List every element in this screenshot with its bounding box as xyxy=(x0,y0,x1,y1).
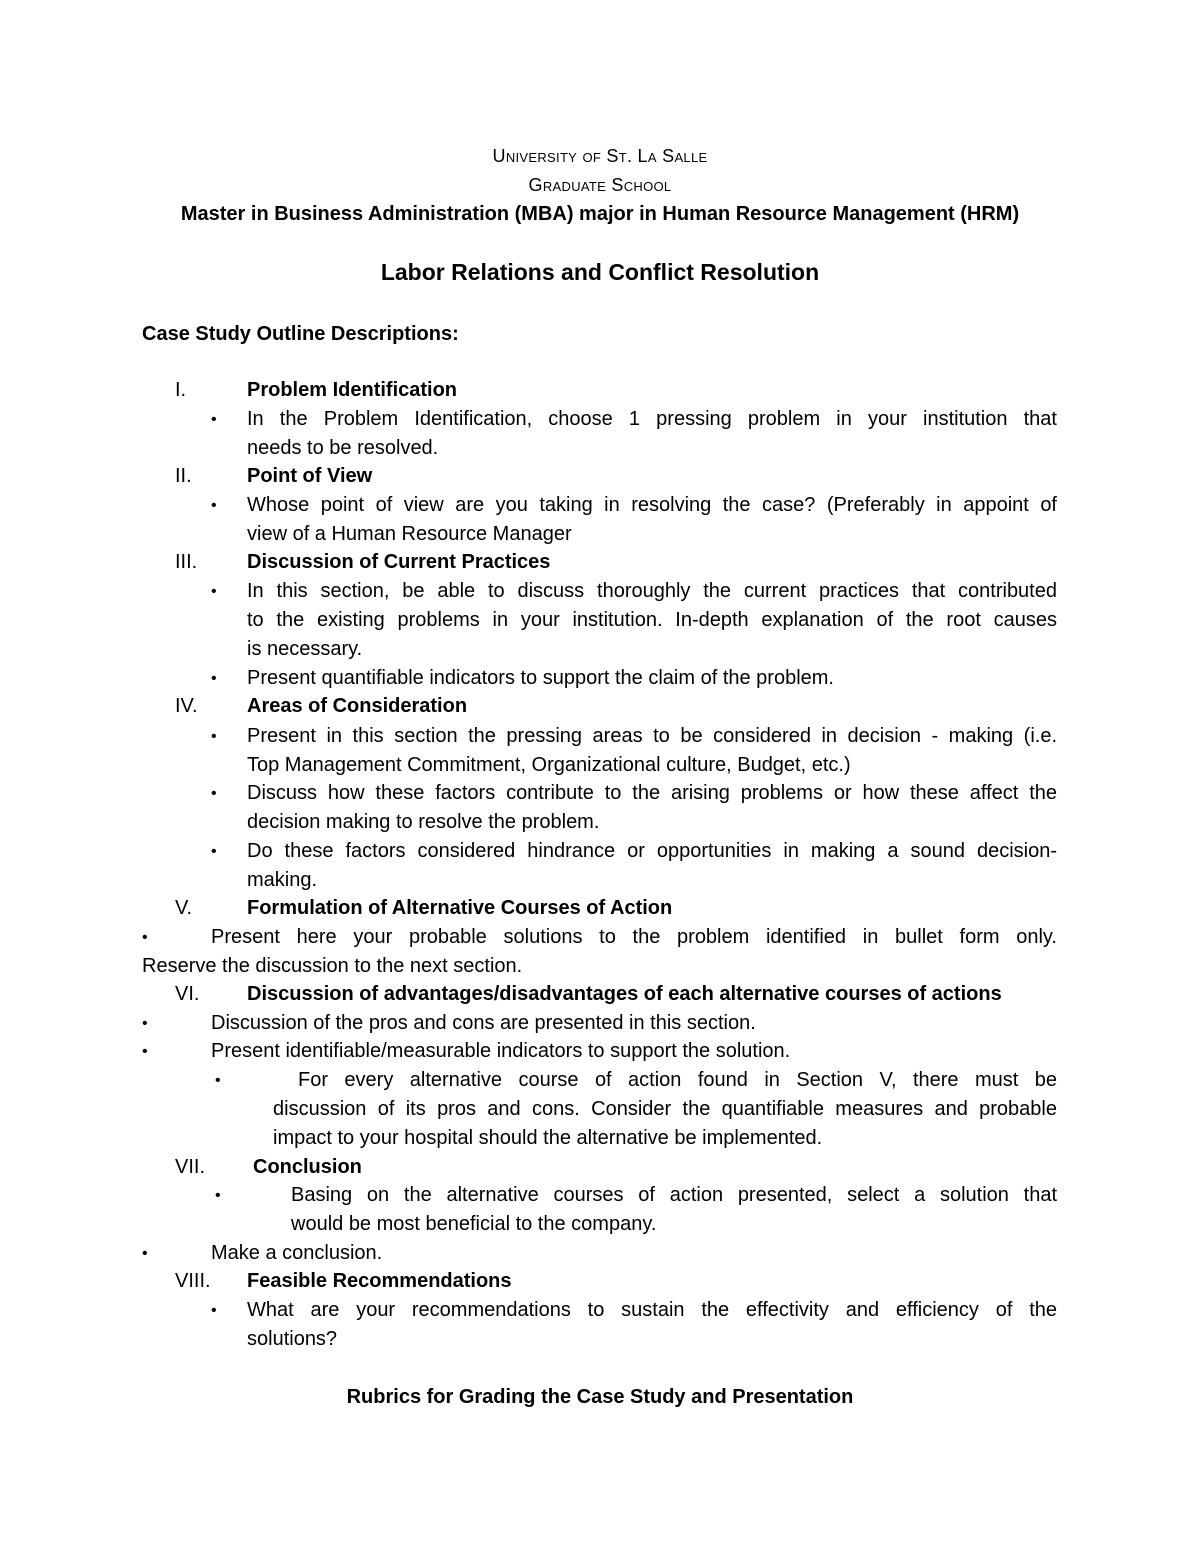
school-name: Graduate School xyxy=(528,175,672,195)
bullet-text: In the Problem Identification, choose 1 pressing problem in your institution that xyxy=(247,408,1057,430)
section-numeral: IV. xyxy=(175,695,198,717)
bullet-text: Make a conclusion. xyxy=(211,1242,383,1264)
bullet-text: view of a Human Resource Manager xyxy=(247,523,572,545)
bullet-text: impact to your hospital should the alternative be implemented. xyxy=(273,1127,823,1149)
bullet-text: For every alternative course of action found in Section V, there must be xyxy=(298,1069,1057,1091)
section-title: Formulation of Alternative Courses of Action xyxy=(247,897,673,919)
section-title: Point of View xyxy=(247,465,373,487)
bullet-text: to the existing problems in your institution. In-depth explanation of the root causes xyxy=(247,609,1057,631)
bullet-text: What are your recommendations to sustain the effectivity and efficiency of the xyxy=(247,1299,1057,1321)
bullet-icon: • xyxy=(215,1072,221,1089)
outline-heading: Case Study Outline Descriptions: xyxy=(142,323,459,345)
bullet-text: discussion of its pros and cons. Consider the quantifiable measures and probable xyxy=(273,1098,1057,1120)
bullet-text: needs to be resolved. xyxy=(247,437,439,459)
section-numeral: VII. xyxy=(175,1156,206,1178)
section-numeral: II. xyxy=(175,465,192,487)
bullet-icon: • xyxy=(211,785,217,802)
bullet-icon: • xyxy=(211,843,217,860)
bullet-text: Discuss how these factors contribute to the arising problems or how these affect the xyxy=(247,782,1057,804)
bullet-icon: • xyxy=(211,497,217,514)
bullet-text: In this section, be able to discuss thoroughly the current practices that contributed xyxy=(247,580,1057,602)
rubrics-heading: Rubrics for Grading the Case Study and Presentation xyxy=(346,1386,854,1408)
bullet-text: making. xyxy=(247,869,318,891)
bullet-text: is necessary. xyxy=(247,638,363,660)
bullet-text: Whose point of view are you taking in resolving the case? (Preferably in appoint of xyxy=(247,494,1057,516)
program-name: Master in Business Administration (MBA) major in Human Resource Management (HRM) xyxy=(180,203,1020,225)
bullet-text: Do these factors considered hindrance or opportunities in making a sound decision- xyxy=(247,840,1057,862)
bullet-icon: • xyxy=(211,583,217,600)
section-title: Discussion of advantages/disadvantages of each alternative courses of actions xyxy=(247,983,1002,1005)
bullet-text: Top Management Commitment, Organizational culture, Budget, etc.) xyxy=(247,754,851,776)
bullet-text: decision making to resolve the problem. xyxy=(247,811,600,833)
bullet-icon: • xyxy=(215,1187,221,1204)
section-title: Problem Identification xyxy=(247,379,458,401)
bullet-icon: • xyxy=(142,1245,148,1262)
section-title: Conclusion xyxy=(253,1156,362,1178)
section-numeral: VIII. xyxy=(175,1270,211,1292)
bullet-icon: • xyxy=(142,1043,148,1060)
bullet-text: Reserve the discussion to the next section. xyxy=(142,955,523,977)
bullet-text: would be most beneficial to the company. xyxy=(291,1213,657,1235)
university-name: University of St. La Salle xyxy=(492,146,708,166)
section-title: Feasible Recommendations xyxy=(247,1270,512,1292)
bullet-text: solutions? xyxy=(247,1328,338,1350)
section-numeral: III. xyxy=(175,551,198,573)
section-numeral: V. xyxy=(175,897,193,919)
section-numeral: I. xyxy=(175,379,187,401)
course-title: Labor Relations and Conflict Resolution xyxy=(380,259,820,285)
bullet-text: Discussion of the pros and cons are presented in this section. xyxy=(211,1012,756,1034)
bullet-text: Present here your probable solutions to the problem identified in bullet form only. xyxy=(211,926,1057,948)
bullet-text: Present quantifiable indicators to support the claim of the problem. xyxy=(247,667,834,689)
section-numeral: VI. xyxy=(175,983,200,1005)
bullet-icon: • xyxy=(211,1302,217,1319)
section-title: Areas of Consideration xyxy=(247,695,468,717)
bullet-text: Basing on the alternative courses of action presented, select a solution that xyxy=(291,1184,1057,1206)
bullet-icon: • xyxy=(211,728,217,745)
bullet-text: Present in this section the pressing areas to be considered in decision - making (i.e. xyxy=(247,725,1057,747)
bullet-icon: • xyxy=(142,1015,148,1032)
section-title: Discussion of Current Practices xyxy=(247,551,551,573)
bullet-icon: • xyxy=(211,411,217,428)
bullet-text: Present identifiable/measurable indicators to support the solution. xyxy=(211,1040,791,1062)
bullet-icon: • xyxy=(211,670,217,687)
bullet-icon: • xyxy=(142,929,148,946)
